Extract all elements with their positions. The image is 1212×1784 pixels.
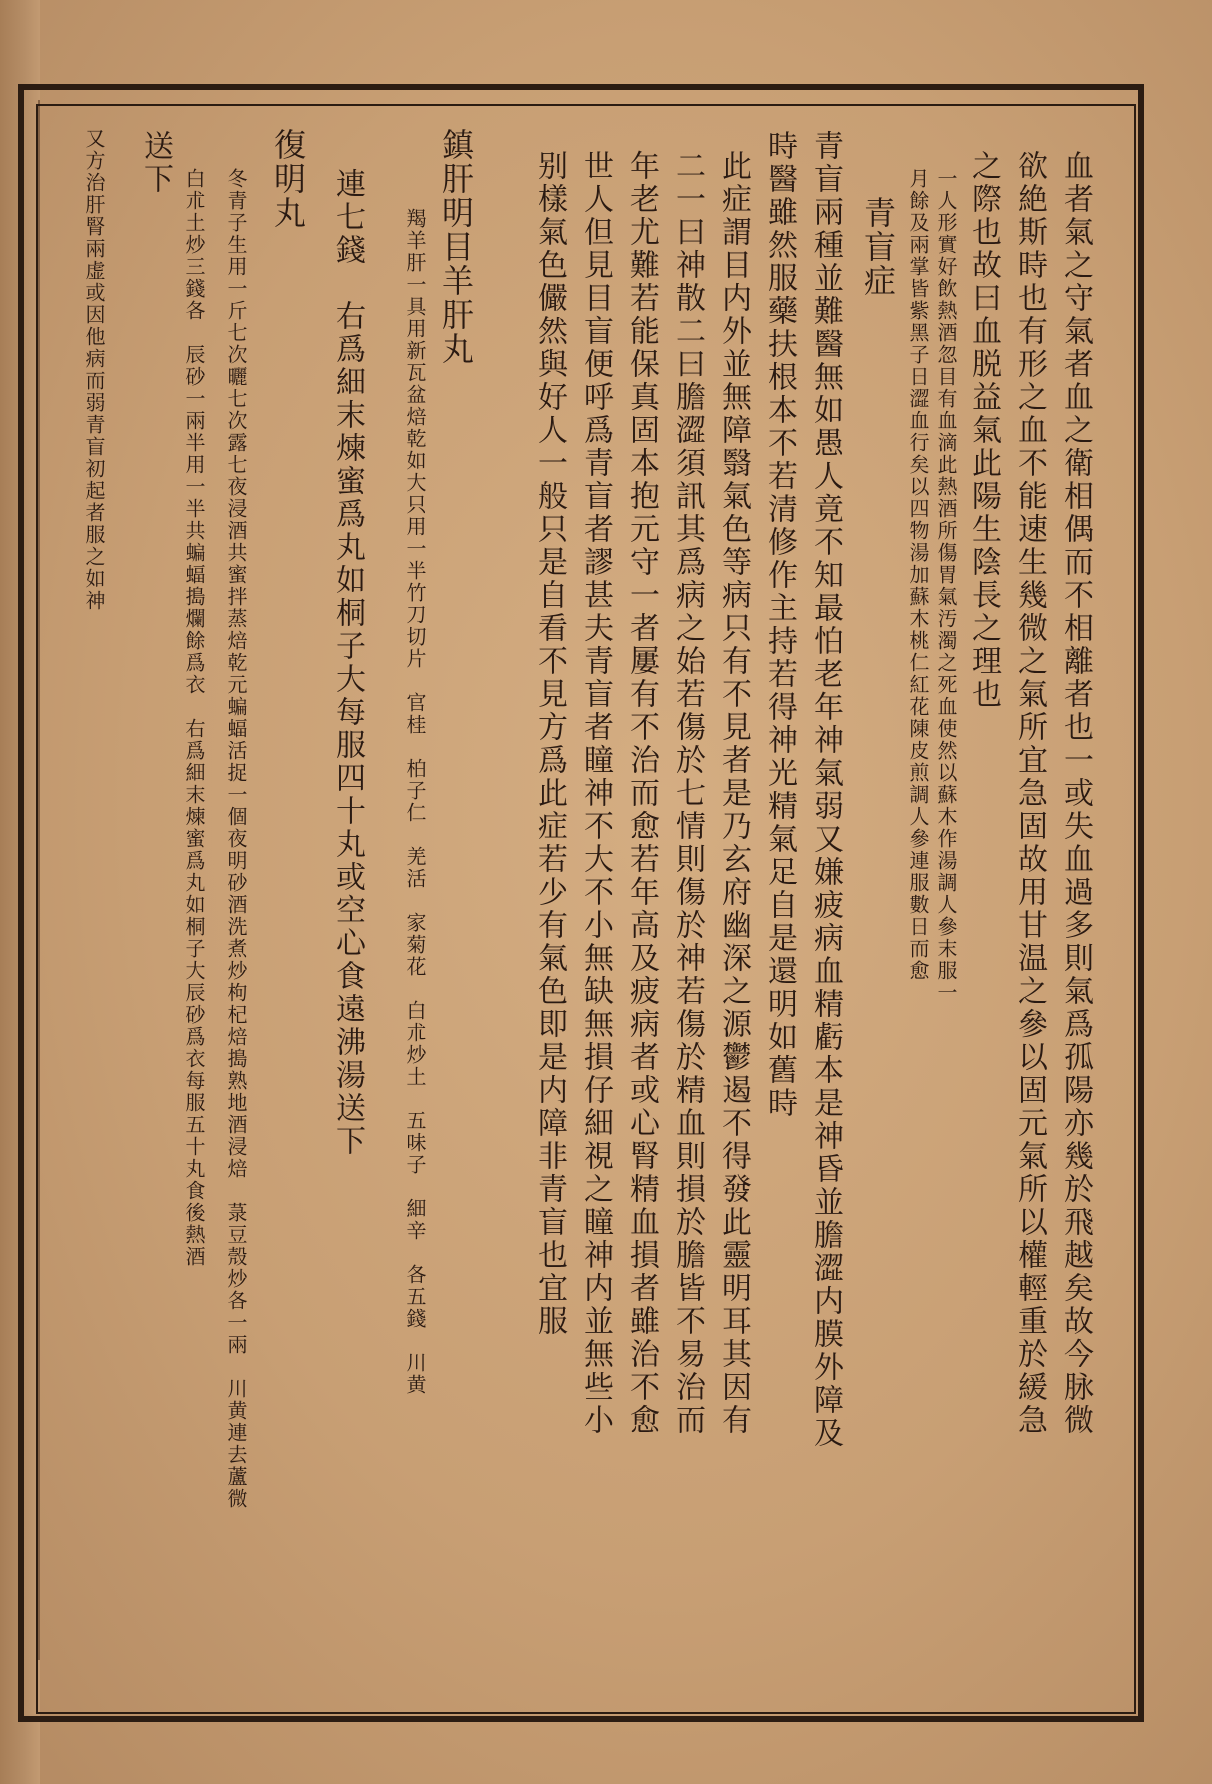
- text-column: 連七錢 右爲細末煉蜜爲丸如桐子大每服四十丸或空心食遠沸湯送下: [330, 168, 365, 1158]
- text-column: 别樣氣色儼然與好人一般只是自看不見方爲此症若少有氣色即是内障非青盲也宜服: [532, 150, 567, 1338]
- text-column: 欲絶斯時也有形之血不能速生幾微之氣所宜急固故用甘温之參以固元氣所以權輕重於緩急: [1012, 150, 1047, 1437]
- text-column: 送下: [138, 130, 173, 196]
- text-column: 青盲兩種並難醫無如愚人竟不知最怕老年神氣弱又嫌疲病血精虧本是神昏並膽澀内膜外障及: [808, 130, 843, 1450]
- prescription-ingredients: 白朮土炒三錢各 辰砂一兩半用一半共蝙蝠搗爛餘爲衣 右爲細末煉蜜爲丸如桐子大辰砂爲衣每服五十丸食後熱酒: [182, 168, 206, 1268]
- text-column: 世人但見目盲便呼爲青盲者謬甚夫青盲者瞳神不大不小無缺無損仔細視之瞳神内並無些小: [578, 150, 613, 1437]
- prescription-title: 復明丸: [269, 128, 307, 230]
- prescription-ingredients: 冬青子生用一斤七次曬七次露七夜浸酒共蜜拌蒸焙乾元蝙蝠活捉一個夜明砂酒洗煮炒枸杞焙搗熟地酒浸焙 菉豆殼炒各一兩 川黄連去蘆微: [224, 168, 248, 1510]
- text-column: 之際也故曰血脱益氣此陽生陰長之理也: [966, 150, 1001, 711]
- text-column: 血者氣之守氣者血之衛相偶而不相離者也一或失血過多則氣爲孤陽亦幾於飛越矣故今脉微: [1058, 150, 1093, 1437]
- prescription-title: 鎮肝明目羊肝丸: [437, 128, 475, 366]
- prescription-ingredients: 羯羊肝一具用新瓦盆焙乾如大只用一半竹刀切片 官桂 柏子仁 羌活 家菊花 白朮炒土 五味子 細辛 各五錢 川黄: [403, 208, 427, 1396]
- text-column: 此症謂目内外並無障翳氣色等病只有不見者是乃玄府幽深之源鬱遏不得發此靈明耳其因有: [716, 150, 751, 1437]
- prescription-note: 又方治肝腎兩虚或因他病而弱青盲初起者服之如神: [82, 128, 106, 612]
- text-column: 二一曰神散二曰膽澀須訊其爲病之始若傷於七情則傷於神若傷於精血則損於膽皆不易治而: [670, 150, 705, 1437]
- annotation-column: 一人形實好飲熱酒忽目有血滴此熱酒所傷胃氣汚濁之死血使然以蘇木作湯調人參末服一: [934, 168, 958, 1004]
- text-column: 時醫雖然服藥扶根本不若清修作主持若得神光精氣足自是還明如舊時: [762, 130, 797, 1120]
- annotation-column: 月餘及兩掌皆紫黑子日澀血行矣以四物湯加蘇木桃仁紅花陳皮煎調人參連服數日而愈: [906, 168, 930, 982]
- text-column: 年老尤難若能保真固本抱元守一者屢有不治而愈若年高及疲病者或心腎精血損者雖治不愈: [624, 150, 659, 1437]
- section-heading: 青盲症: [859, 196, 897, 298]
